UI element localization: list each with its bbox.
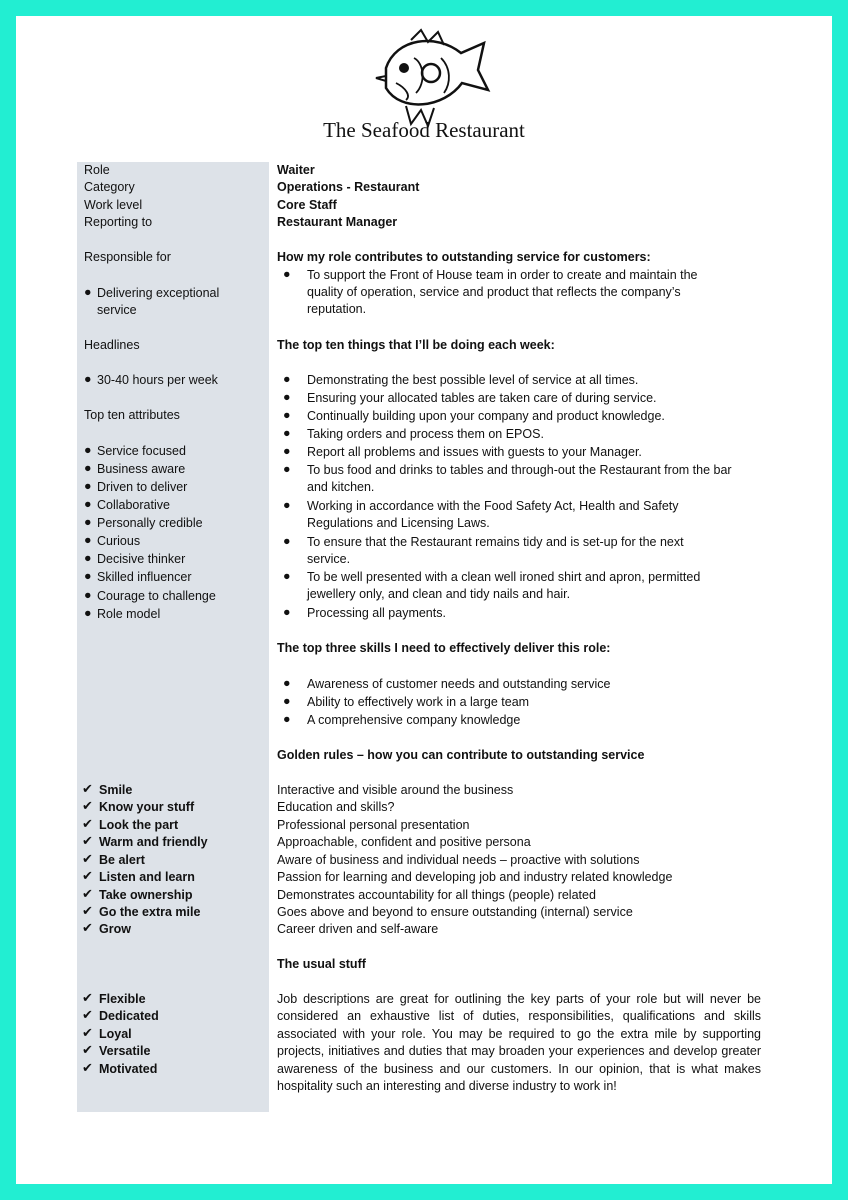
- bullet-icon: ●: [84, 479, 92, 493]
- responsible-text-line: reputation.: [307, 302, 367, 316]
- bullet-icon: ●: [84, 497, 92, 511]
- task-item: To ensure that the Restaurant remains tidy and is set-up for the next: [307, 535, 684, 549]
- headlines-item: 30-40 hours per week: [97, 373, 218, 387]
- task-item-cont: service.: [307, 552, 351, 566]
- check-icon: ✔: [82, 1060, 93, 1075]
- golden-rule-desc: Education and skills?: [277, 800, 395, 814]
- usual-stuff-heading: The usual stuff: [277, 957, 366, 971]
- bullet-icon: ●: [84, 551, 92, 565]
- responsible-item: Delivering exceptional: [97, 286, 220, 300]
- bullet-icon: ●: [283, 462, 291, 476]
- responsible-text-line: To support the Front of House team in order to create and maintain the: [307, 268, 698, 282]
- golden-rule-desc: Aware of business and individual needs – proactive with solutions: [277, 853, 640, 867]
- task-item: To be well presented with a clean well ironed shirt and apron, permitted: [307, 570, 701, 584]
- golden-rule-desc: Goes above and beyond to ensure outstanding (internal) service: [277, 905, 633, 919]
- label-category: Category: [84, 180, 135, 194]
- bullet-icon: ●: [84, 588, 92, 602]
- golden-rules-heading: Golden rules – how you can contribute to outstanding service: [277, 748, 645, 762]
- golden-rule-name: Smile: [99, 783, 133, 797]
- check-icon: ✔: [82, 816, 93, 831]
- skill-item: Ability to effectively work in a large team: [307, 695, 530, 709]
- bullet-icon: ●: [283, 569, 291, 583]
- attribute-item: Decisive thinker: [97, 552, 186, 566]
- bullet-icon: ●: [283, 694, 291, 708]
- bullet-icon: ●: [283, 426, 291, 440]
- attribute-item: Driven to deliver: [97, 480, 188, 494]
- golden-rule-desc: Approachable, confident and positive persona: [277, 835, 531, 849]
- responsible-item: service: [97, 303, 137, 317]
- attribute-item: Personally credible: [97, 516, 203, 530]
- check-icon: ✔: [82, 1042, 93, 1057]
- skills-heading: The top three skills I need to effectively deliver this role:: [277, 641, 611, 655]
- task-item-cont: and kitchen.: [307, 480, 375, 494]
- golden-rule-name: Go the extra mile: [99, 905, 201, 919]
- bullet-icon: ●: [84, 533, 92, 547]
- trait-item: Motivated: [99, 1062, 158, 1076]
- check-icon: ✔: [82, 903, 93, 918]
- golden-rule-name: Look the part: [99, 818, 179, 832]
- bullet-icon: ●: [84, 569, 92, 583]
- golden-rule-desc: Interactive and visible around the business: [277, 783, 514, 797]
- check-icon: ✔: [82, 920, 93, 935]
- check-icon: ✔: [82, 1025, 93, 1040]
- task-item: Demonstrating the best possible level of service at all times.: [307, 373, 639, 387]
- bullet-icon: ●: [283, 444, 291, 458]
- trait-item: Loyal: [99, 1027, 132, 1041]
- check-icon: ✔: [82, 833, 93, 848]
- usual-stuff-paragraph: Job descriptions are great for outlining the key parts of your role but will never be considered an exhaustive list of duties, responsibilities, qualifications and skills associated with your role. You may be required to go the extra mile by supporting projects, initiatives and duties that may broaden your experiences and develop greater awareness of the business and our customers. In our opinion, that is what makes hospitality such an interesting and diverse industry to work in!: [277, 992, 761, 1094]
- golden-rule-name: Grow: [99, 922, 131, 936]
- bullet-icon: ●: [283, 605, 291, 619]
- check-icon: ✔: [82, 781, 93, 796]
- task-item: Processing all payments.: [307, 606, 446, 620]
- value-reporting-to: Restaurant Manager: [277, 215, 398, 229]
- value-work-level: Core Staff: [277, 198, 337, 212]
- job-description-page: [16, 16, 832, 1184]
- bullet-icon: ●: [84, 606, 92, 620]
- attribute-item: Service focused: [97, 444, 186, 458]
- attribute-item: Courage to challenge: [97, 589, 216, 603]
- golden-rule-desc: Career driven and self-aware: [277, 922, 439, 936]
- label-role: Role: [84, 163, 110, 177]
- bullet-icon: ●: [84, 443, 92, 457]
- skill-item: Awareness of customer needs and outstanding service: [307, 677, 611, 691]
- bullet-icon: ●: [84, 372, 92, 386]
- check-icon: ✔: [82, 851, 93, 866]
- task-item-cont: Regulations and Licensing Laws.: [307, 516, 490, 530]
- golden-rule-name: Take ownership: [99, 888, 193, 902]
- bullet-icon: ●: [283, 267, 291, 281]
- fish-logo-icon: [366, 28, 496, 128]
- skill-item: A comprehensive company knowledge: [307, 713, 521, 727]
- attribute-item: Role model: [97, 607, 161, 621]
- value-role: Waiter: [277, 163, 315, 177]
- bullet-icon: ●: [84, 515, 92, 529]
- task-item: Report all problems and issues with guests to your Manager.: [307, 445, 642, 459]
- bullet-icon: ●: [283, 408, 291, 422]
- label-work-level: Work level: [84, 198, 143, 212]
- responsible-heading: How my role contributes to outstanding service for customers:: [277, 250, 651, 264]
- attribute-item: Curious: [97, 534, 141, 548]
- responsible-text-line: quality of operation, service and product that reflects the company’s: [307, 285, 681, 299]
- value-category: Operations - Restaurant: [277, 180, 420, 194]
- task-item: Continually building upon your company and product knowledge.: [307, 409, 665, 423]
- label-reporting-to: Reporting to: [84, 215, 153, 229]
- task-item: To bus food and drinks to tables and through-out the Restaurant from the bar: [307, 463, 732, 477]
- check-icon: ✔: [82, 798, 93, 813]
- golden-rule-desc: Professional personal presentation: [277, 818, 470, 832]
- bullet-icon: ●: [283, 390, 291, 404]
- golden-rule-desc: Demonstrates accountability for all things (people) related: [277, 888, 596, 902]
- golden-rule-name: Warm and friendly: [99, 835, 208, 849]
- golden-rule-name: Be alert: [99, 853, 145, 867]
- bullet-icon: ●: [283, 712, 291, 726]
- label-top-attributes: Top ten attributes: [84, 408, 180, 422]
- bullet-icon: ●: [283, 498, 291, 512]
- golden-rule-desc: Passion for learning and developing job and industry related knowledge: [277, 870, 673, 884]
- check-icon: ✔: [82, 990, 93, 1005]
- check-icon: ✔: [82, 868, 93, 883]
- check-icon: ✔: [82, 886, 93, 901]
- restaurant-title: The Seafood Restaurant: [323, 118, 525, 142]
- task-item-cont: jewellery only, and clean and tidy nails and hair.: [307, 587, 571, 601]
- bullet-icon: ●: [84, 461, 92, 475]
- golden-rule-name: Listen and learn: [99, 870, 195, 884]
- bullet-icon: ●: [283, 534, 291, 548]
- label-responsible-for: Responsible for: [84, 250, 171, 264]
- bullet-icon: ●: [84, 285, 92, 299]
- trait-item: Flexible: [99, 992, 146, 1006]
- check-icon: ✔: [82, 1007, 93, 1022]
- headlines-heading: The top ten things that I’ll be doing each week:: [277, 338, 555, 352]
- attribute-item: Collaborative: [97, 498, 170, 512]
- label-headlines: Headlines: [84, 338, 140, 352]
- golden-rule-name: Know your stuff: [99, 800, 195, 814]
- bullet-icon: ●: [283, 676, 291, 690]
- attribute-item: Business aware: [97, 462, 186, 476]
- bullet-icon: ●: [283, 372, 291, 386]
- task-item: Ensuring your allocated tables are taken care of during service.: [307, 391, 657, 405]
- attribute-item: Skilled influencer: [97, 570, 192, 584]
- task-item: Working in accordance with the Food Safety Act, Health and Safety: [307, 499, 679, 513]
- trait-item: Dedicated: [99, 1009, 159, 1023]
- task-item: Taking orders and process them on EPOS.: [307, 427, 544, 441]
- trait-item: Versatile: [99, 1044, 151, 1058]
